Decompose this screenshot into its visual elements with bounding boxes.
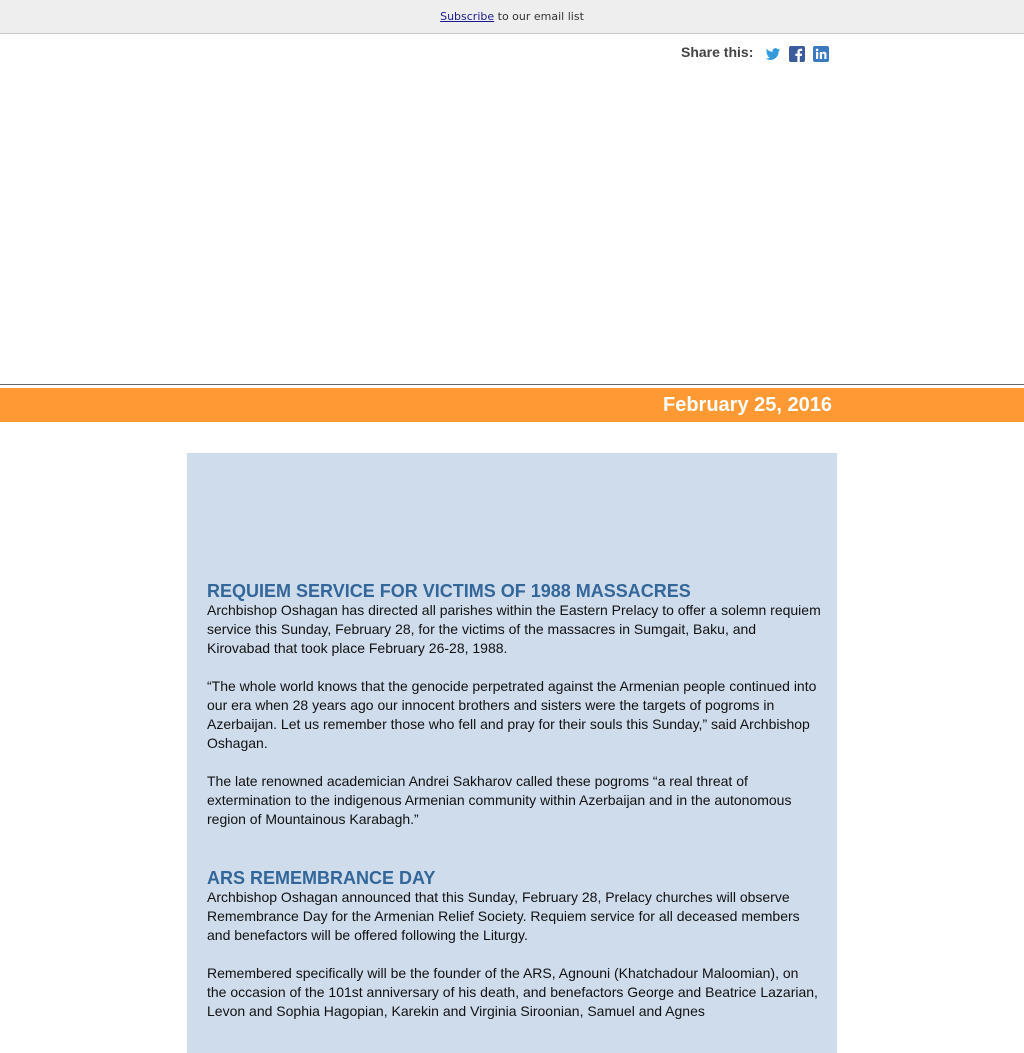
article-paragraph: Remembered specifically will be the founder of the ARS, Agnouni (Khatchadour Maloomian), on the occasion of the 101st anniversary of his death, and benefactors George and Beatrice Lazarian, Levon and Sophia Hagopian, Karekin and Virginia Siroonian, Samuel and Agnes xyxy=(207,965,818,1019)
article-title: REQUIEM SERVICE FOR VICTIMS OF 1988 MASSACRES xyxy=(207,581,691,601)
article-title: ARS REMEMBRANCE DAY xyxy=(207,868,436,888)
facebook-icon[interactable] xyxy=(789,46,805,62)
linkedin-icon[interactable] xyxy=(813,46,829,62)
article-ars-remembrance xyxy=(207,868,821,1040)
subscribe-bar xyxy=(0,0,1024,34)
share-label: Share this: xyxy=(681,44,754,60)
newsletter-content xyxy=(187,453,837,1053)
subscribe-link[interactable]: Subscribe xyxy=(440,10,495,23)
share-bar xyxy=(681,44,837,64)
date-band xyxy=(0,388,1024,422)
subscribe-suffix: to our email list xyxy=(494,10,584,23)
article-paragraph: Archbishop Oshagan announced that this Sunday, February 28, Prelacy churches will observe Remembrance Day for the Armenian Relief Society. Requiem service for all deceased members and benefactors will be offered following the Liturgy. xyxy=(207,889,800,943)
issue-date: February 25, 2016 xyxy=(663,394,832,416)
twitter-icon[interactable] xyxy=(765,46,781,62)
article-paragraph: The late renowned academician Andrei Sakharov called these pogroms “a real threat of extermination to the indigenous Armenian community within Azerbaijan and in the autonomous region of Mountainous Karabagh.” xyxy=(207,773,792,827)
article-requiem xyxy=(207,581,821,848)
header-divider xyxy=(0,384,1024,385)
article-paragraph: “The whole world knows that the genocide perpetrated against the Armenian people continued into our era when 28 years ago our innocent brothers and sisters were the targets of pogroms in Azerbaijan. Let us remember those who fell and pray for their souls this Sunday,” said Archbishop Oshagan. xyxy=(207,678,817,751)
article-paragraph: Archbishop Oshagan has directed all parishes within the Eastern Prelacy to offer a solemn requiem service this Sunday, February 28, for the victims of the massacres in Sumgait, Baku, and Kirovabad that took place February 26-28, 1988. xyxy=(207,602,821,656)
